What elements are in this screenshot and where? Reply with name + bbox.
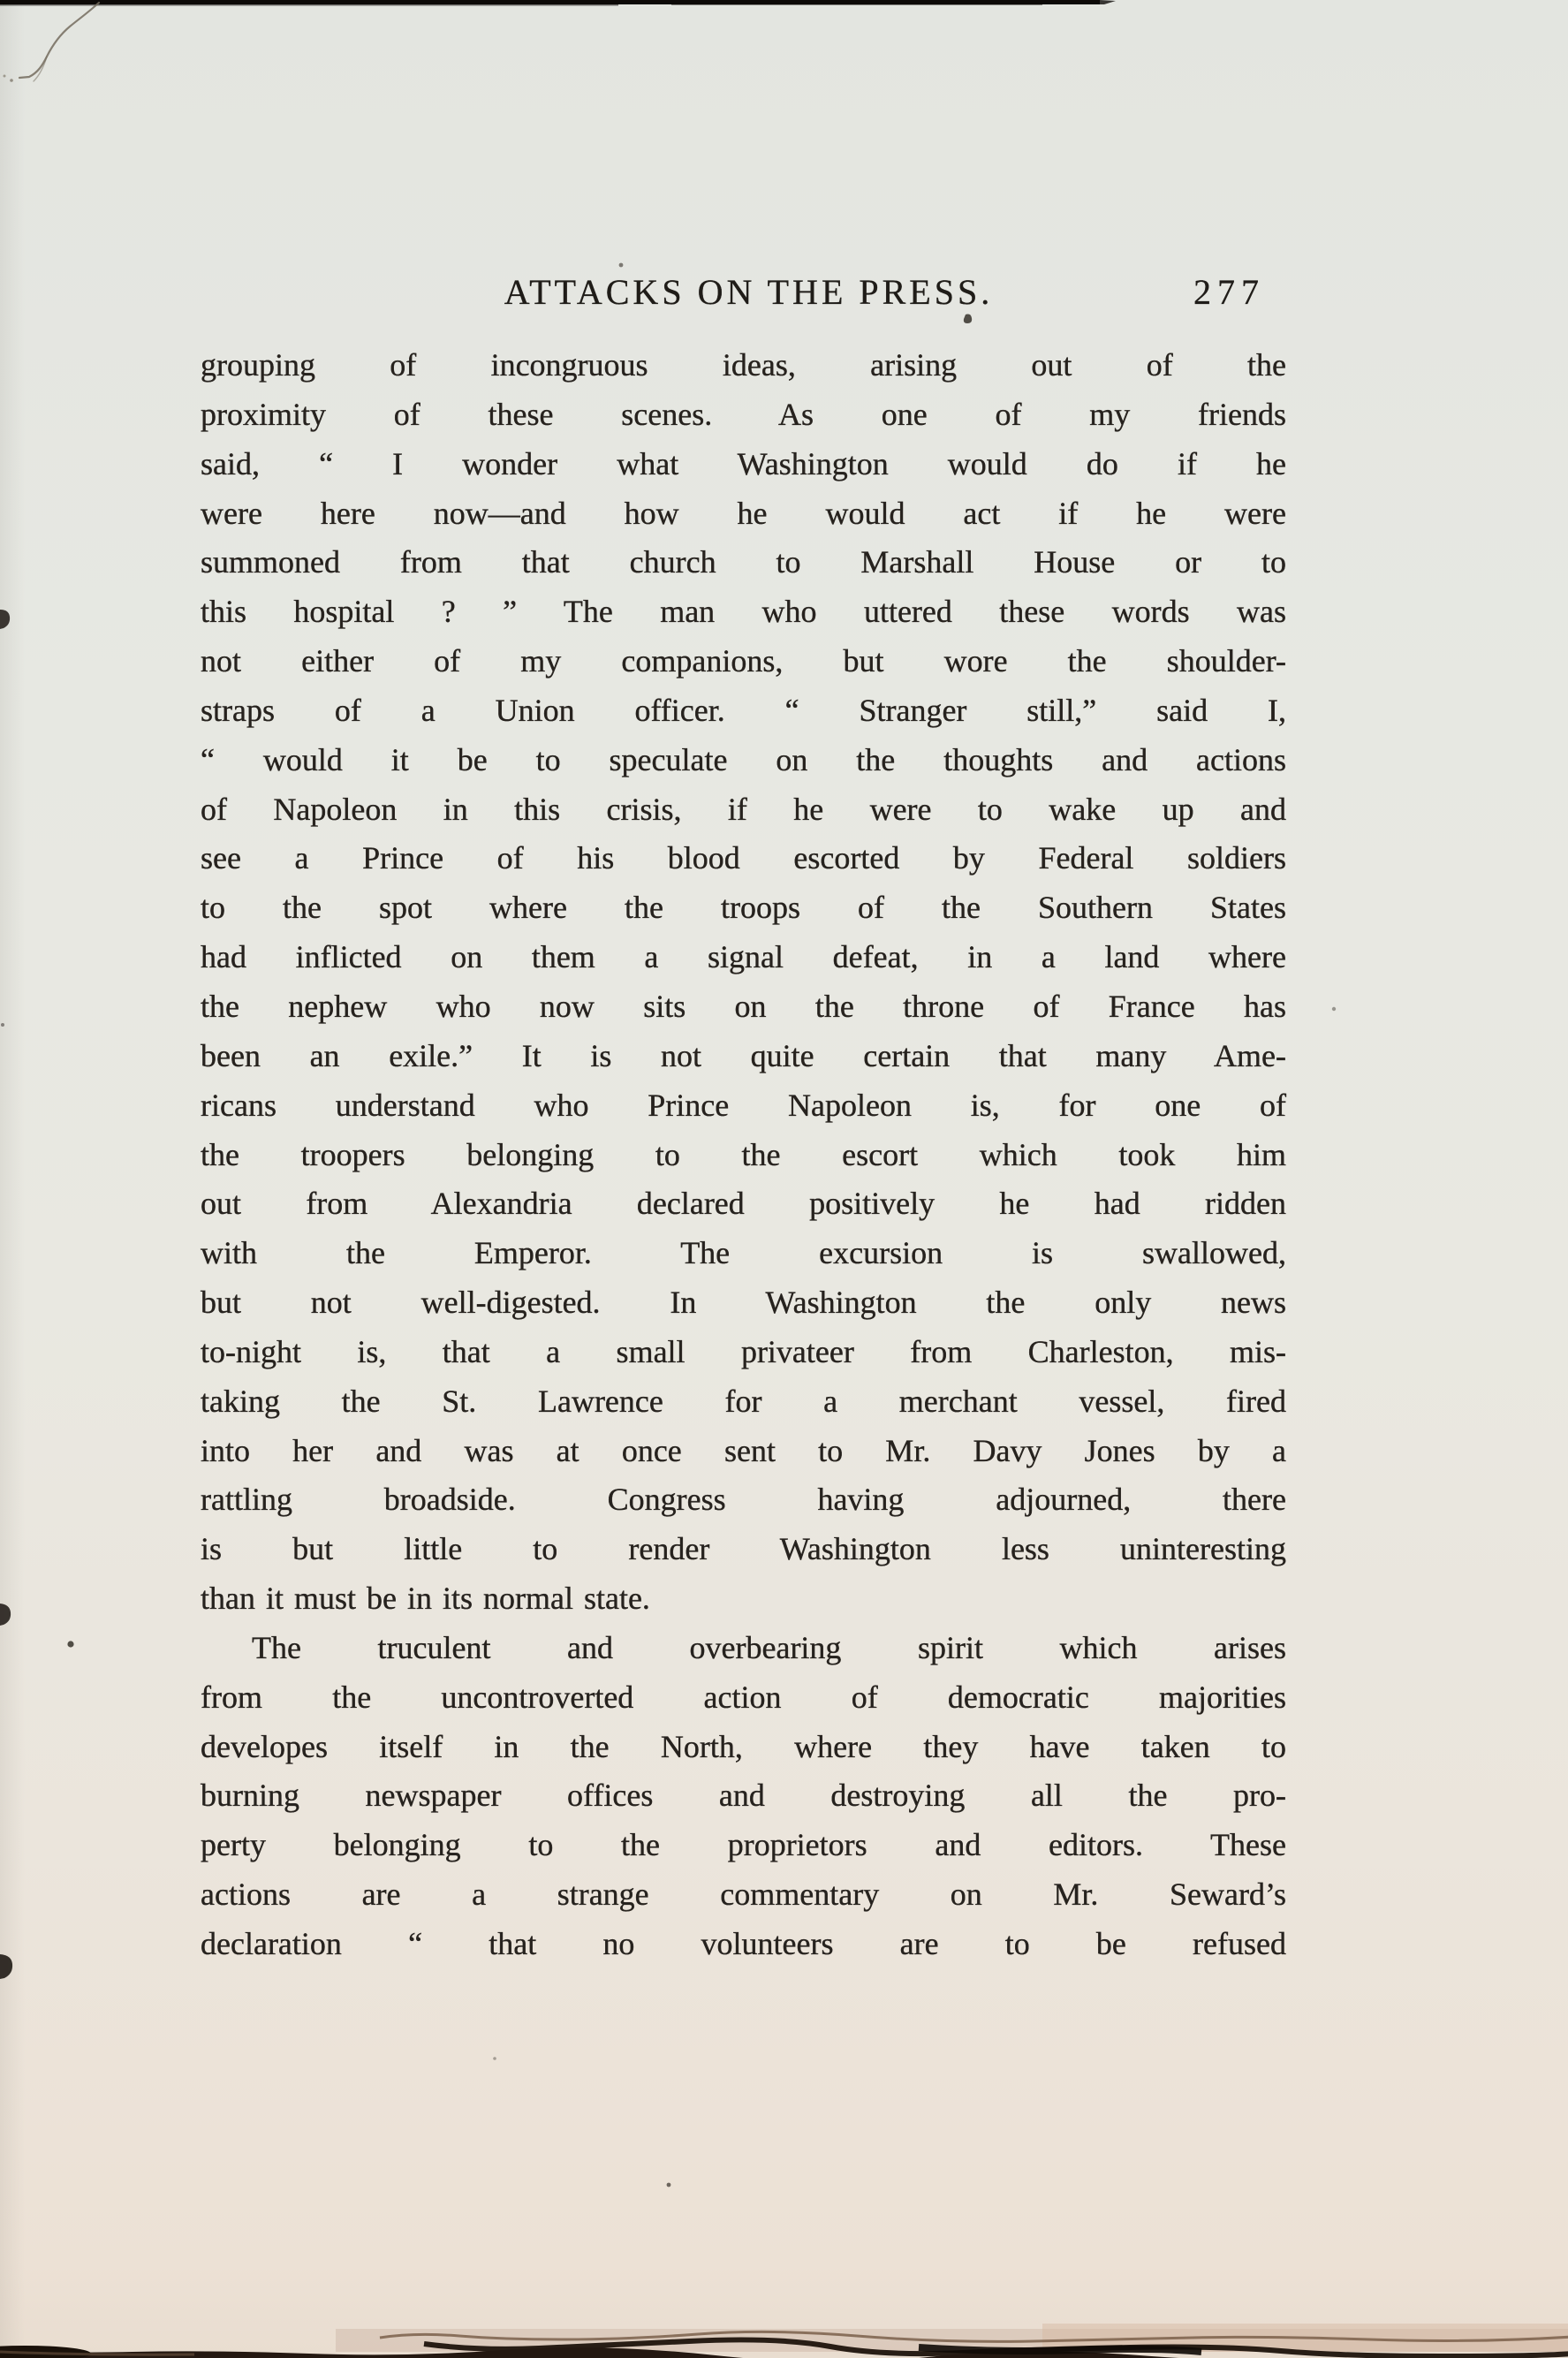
paragraph xyxy=(201,1624,1286,1969)
text-line: with the Emperor. The excursion is swallowed, xyxy=(201,1235,1286,1271)
text-line: had inflicted on them a signal defeat, in a land where xyxy=(201,939,1286,975)
page-number: 277 xyxy=(1193,272,1265,312)
text-line: proximity of these scenes. As one of my friends xyxy=(201,396,1286,432)
text-line: actions are a strange commentary on Mr. Seward’s xyxy=(201,1877,1286,1913)
text-line: burning newspaper offices and destroying all the pro- xyxy=(201,1778,1286,1814)
text-line: declaration “ that no volunteers are to be refused xyxy=(201,1926,1286,1961)
text-line: but not well-digested. In Washington the only news xyxy=(201,1285,1286,1321)
scan-edge-bottom xyxy=(0,2324,1568,2358)
text-line: this hospital ? ” The man who uttered these words was xyxy=(201,594,1286,630)
paragraph xyxy=(201,341,1286,1624)
text-line: ricans understand who Prince Napoleon is, for one of xyxy=(201,1087,1286,1123)
text-line: to-night is, that a small privateer from Charleston, mis- xyxy=(201,1333,1286,1369)
left-edge-marks xyxy=(0,610,12,1979)
text-line: been an exile.” It is not quite certain that many Ame- xyxy=(201,1037,1286,1073)
text-line: from the uncontroverted action of democratic majorities xyxy=(201,1679,1286,1715)
text-line: grouping of incongruous ideas, arising out of the xyxy=(201,347,1286,383)
text-line: perty belonging to the proprietors and editors. These xyxy=(201,1827,1286,1863)
text-line: the troopers belonging to the escort which took him xyxy=(201,1136,1286,1172)
text-line: to the spot where the troops of the Southern States xyxy=(201,890,1286,926)
text-line: “ would it be to speculate on the thoughts and actions xyxy=(201,741,1286,777)
text-line: rattling broadside. Congress having adjourned, there xyxy=(201,1482,1286,1518)
text-line: straps of a Union officer. “ Stranger still,” said I, xyxy=(201,692,1286,728)
text-line: developes itself in the North, where they have taken to xyxy=(201,1728,1286,1764)
page-body-text xyxy=(201,341,1286,1969)
paper-crack xyxy=(4,3,100,82)
text-line: than it must be in its normal state. xyxy=(201,1581,650,1617)
text-line: were here now—and how he would act if he were xyxy=(201,495,1286,531)
text-line: into her and was at once sent to Mr. Davy Jones by a xyxy=(201,1432,1286,1468)
text-line: summoned from that church to Marshall House or to xyxy=(201,544,1286,580)
text-line: the nephew who now sits on the throne of France has xyxy=(201,988,1286,1024)
text-line: not either of my companions, but wore the shoulder- xyxy=(201,643,1286,679)
text-line: out from Alexandria declared positively he had ridden xyxy=(201,1186,1286,1222)
text-line: said, “ I wonder what Washington would do if he xyxy=(201,445,1286,481)
scan-edge-top xyxy=(0,0,1116,6)
running-header-title: ATTACKS ON THE PRESS. xyxy=(504,272,994,312)
text-line: of Napoleon in this crisis, if he were to wake up and xyxy=(201,791,1286,827)
text-line: is but little to render Washington less uninteresting xyxy=(201,1531,1286,1567)
text-line: taking the St. Lawrence for a merchant vessel, fired xyxy=(201,1383,1286,1419)
text-line: The truculent and overbearing spirit which arises xyxy=(252,1629,1286,1665)
text-line: see a Prince of his blood escorted by Federal soldiers xyxy=(201,840,1286,876)
